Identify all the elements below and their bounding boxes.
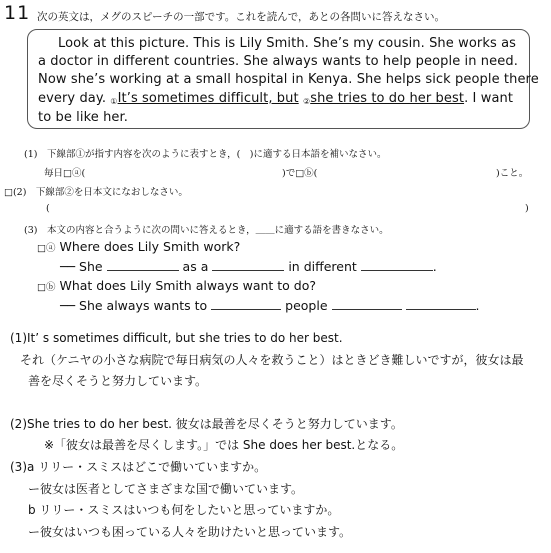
passage-box xyxy=(27,29,539,129)
q3b-answer-row xyxy=(60,298,479,313)
underline-2: she tries to do her best xyxy=(310,91,465,106)
answer-3-line-3: b リリー・スミスはいつも何をしたいと思っていますか。 xyxy=(28,503,340,517)
q2-prompt: □(2) 下線部②を日本文になおしなさい。 xyxy=(4,187,188,198)
q3a-answer-row xyxy=(60,259,437,274)
answer-1-line-1: (1)It’ s sometimes difficult, but she tries to do her best. xyxy=(10,331,343,345)
q1-row-a: 毎日□ⓐ( xyxy=(44,168,86,179)
q3b-ans-2: people xyxy=(285,298,328,313)
instruction-text: 次の英文は，メグのスピーチの一部です。これを読んで，あとの各問いに答えなさい。 xyxy=(37,11,446,23)
passage-line-4 xyxy=(38,91,513,106)
passage-line-1: Look at this picture. This is Lily Smith. She’s my cousin. She works as xyxy=(58,36,517,51)
q2-open-paren: ( xyxy=(46,203,50,214)
q3a-question: Where does Lily Smith work? xyxy=(59,239,241,254)
q1-prompt: (1) 下線部①が指す内容を次のように表すとき，( )に適する日本語を補いなさい。 xyxy=(24,149,387,160)
underline-marker-2: ② xyxy=(302,97,311,106)
q3a-ans-4: . xyxy=(432,259,437,274)
q1-row-end: )こと。 xyxy=(496,168,529,179)
answer-1-line-3: 善を尽くそうと努力しています。 xyxy=(28,374,208,388)
q3-prompt: (3) 本文の内容と合うように次の問いに答えるとき，＿＿に適する語を書きなさい。 xyxy=(24,225,389,236)
q3b-blank-1[interactable] xyxy=(211,298,281,310)
underline-1: It’s sometimes difficult, but xyxy=(117,91,299,106)
q3b-blank-2[interactable] xyxy=(332,298,402,310)
q3b-ans-1: ── She always wants to xyxy=(60,298,208,313)
q3a-row xyxy=(37,239,240,254)
passage-line-4-start: every day. xyxy=(38,91,107,106)
q2-close-paren: ) xyxy=(525,203,529,214)
q3a-label: □ⓐ xyxy=(37,243,56,254)
q3a-ans-3: in different xyxy=(288,259,357,274)
q3a-blank-3[interactable] xyxy=(361,259,433,271)
q3b-blank-3[interactable] xyxy=(406,298,476,310)
q1-row-b: )で□ⓑ( xyxy=(282,168,318,179)
underline-marker-1: ① xyxy=(110,97,118,106)
question-number: 11 xyxy=(4,2,31,24)
passage-line-2: a doctor in different countries. She always wants to help people in need. xyxy=(38,54,518,69)
answer-1-line-2: それ（ケニヤの小さな病院で毎日病気の人々を救うこと）はときどき難しいですが，彼女は最 xyxy=(20,353,524,367)
q3a-blank-2[interactable] xyxy=(212,259,284,271)
q3a-ans-1: ── She xyxy=(60,259,103,274)
answer-3-line-4: ー彼女はいつも困っている人々を助けたいと思っています。 xyxy=(28,525,352,539)
q3a-blank-1[interactable] xyxy=(107,259,179,271)
answer-2-line-2: ※「彼女は最善を尽くします。」では She does her best.となる。 xyxy=(44,438,404,452)
answer-2-line-1: (2)She tries to do her best. 彼女は最善を尽くそうと努力しています。 xyxy=(10,417,403,431)
answer-3-line-2: ー彼女は医者としてさまざまな国で働いています。 xyxy=(28,482,304,496)
q3b-question: What does Lily Smith always want to do? xyxy=(59,278,317,293)
q3b-ans-3: . xyxy=(475,298,480,313)
passage-line-4-end: . I want xyxy=(464,91,514,106)
passage-line-5: to be like her. xyxy=(38,110,129,125)
q3b-label: □ⓑ xyxy=(37,282,56,293)
q3b-row xyxy=(37,278,316,293)
answer-3-line-1: (3)a リリー・スミスはどこで働いていますか。 xyxy=(10,460,267,474)
q3a-ans-2: as a xyxy=(182,259,209,274)
passage-line-3: Now she’s working at a small hospital in Kenya. She helps sick people there xyxy=(38,72,539,87)
